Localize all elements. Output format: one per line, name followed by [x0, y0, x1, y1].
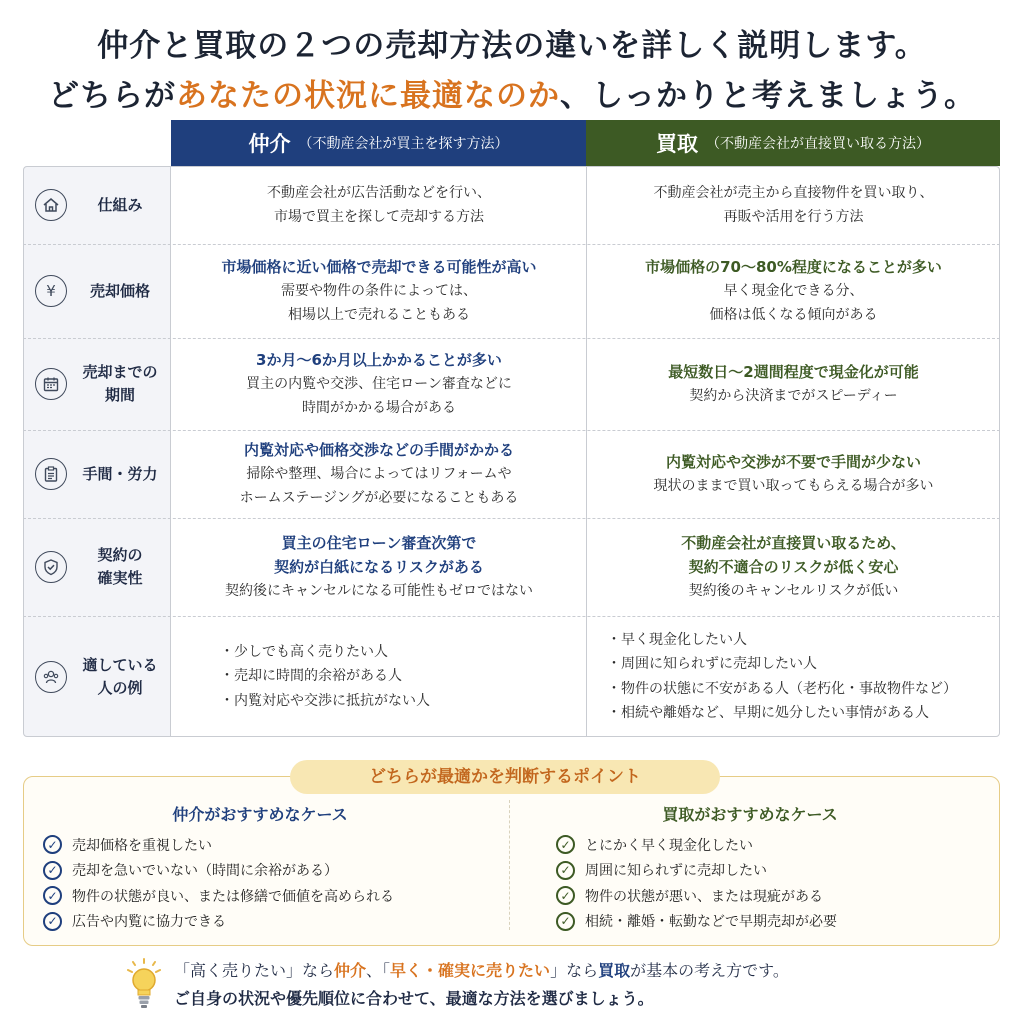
row-label-line: 契約の	[97, 546, 143, 564]
calendar-icon	[35, 368, 67, 400]
row-label-text	[75, 361, 165, 407]
checklist-item	[556, 832, 837, 858]
lightbulb-icon	[124, 958, 164, 1010]
check-icon: ✓	[556, 886, 575, 905]
column-sub-chukai: （不動産会社が買主を探す方法）	[298, 136, 509, 152]
list-item: ・相続や離婚など、早期に処分したい事情がある人	[607, 705, 929, 721]
footer-text: 」なら	[550, 961, 599, 980]
row-label-shikumi	[23, 166, 171, 244]
checklist-text: 相続・離婚・転勤などで早期売却が必要	[585, 914, 837, 931]
headline-line2-a: どちらが	[48, 78, 176, 114]
checklist-item	[43, 832, 394, 858]
checklist-text: 売却を急いでいない（時間に余裕がある）	[72, 863, 338, 880]
cell-highlight: 最短数日〜2週間程度で現金化が可能	[668, 363, 919, 381]
footer-text: 、「	[366, 961, 391, 980]
check-icon: ✓	[43, 886, 62, 905]
cell-text: 掃除や整理、場合によってはリフォームや	[246, 466, 512, 482]
cell-highlight: 買主の住宅ローン審査次第で	[281, 534, 477, 552]
cell-highlight: 内覧対応や価格交渉などの手間がかかる	[243, 441, 514, 459]
cell-kaitori-effort	[587, 430, 1000, 518]
cell-text: 現状のままで買い取ってもらえる場合が多い	[653, 478, 934, 494]
points-divider	[509, 800, 510, 930]
yen-icon: ¥	[35, 275, 67, 307]
headline-line2	[0, 70, 1024, 115]
row-label-text	[75, 654, 165, 700]
cell-text: 買主の内覧や交渉、住宅ローン審査などに	[246, 376, 512, 392]
row-label-text: 仕組み	[97, 195, 143, 214]
cell-text: 契約後のキャンセルリスクが低い	[688, 583, 899, 599]
row-label-text: 売却価格	[89, 281, 150, 300]
cell-chukai-period	[172, 338, 586, 430]
cell-text: 価格は低くなる傾向がある	[709, 307, 878, 323]
footer-line2: ご自身の状況や優先順位に合わせて、最適な方法を選びましょう。	[174, 989, 654, 1008]
column-title-chukai: 仲介	[248, 132, 291, 156]
headline-line2-highlight: あなたの状況に最適なのか	[176, 78, 560, 114]
row-label-line: 確実性	[97, 569, 143, 587]
list-item: ・少しでも高く売りたい人	[220, 643, 388, 660]
cell-highlight: 不動産会社が直接買い取るため、	[681, 534, 906, 552]
row-label-text: 手間・労力	[82, 464, 158, 483]
cell-kaitori-suitable	[587, 616, 1000, 737]
cell-chukai-price	[172, 244, 586, 338]
footer-text: が基本の考え方です。	[630, 961, 789, 980]
cell-text: 早く現金化できる分、	[723, 283, 864, 299]
cell-text: 相場以上で売れることもある	[288, 307, 470, 323]
list-item: ・周囲に知られずに売却したい人	[607, 656, 817, 672]
row-label-line: 適している	[82, 655, 158, 674]
row-label-line: 売却までの	[82, 363, 158, 381]
row-label-text	[75, 544, 165, 590]
cell-chukai-suitable	[172, 616, 586, 737]
row-label-effort	[23, 430, 171, 518]
checklist-item	[556, 909, 837, 935]
checklist-text: 物件の状態が悪い、または現疵がある	[585, 888, 823, 905]
column-header-chukai	[171, 120, 586, 166]
headline-line2-c: 、しっかりと考えましょう。	[560, 78, 976, 114]
cell-text: 再販や活用を行う方法	[723, 209, 864, 225]
kaitori-checklist	[556, 832, 837, 934]
checklist-text: 売却価格を重視したい	[72, 837, 212, 854]
check-icon: ✓	[43, 912, 62, 931]
footer-kaitori: 買取	[598, 961, 631, 980]
cell-text: 不動産会社が売主から直接物件を買い取り、	[653, 185, 934, 201]
checklist-item	[556, 883, 837, 909]
decision-points-title: どちらが最適かを判断するポイント	[290, 760, 720, 794]
footer-line1	[174, 958, 789, 981]
row-label-price	[23, 244, 171, 338]
cell-text: 市場で買主を探して売却する方法	[274, 209, 484, 225]
check-icon: ✓	[43, 835, 62, 854]
cell-highlight: 市場価格の70〜80%程度になることが多い	[645, 258, 942, 276]
cell-highlight: 市場価格に近い価格で売却できる可能性が高い	[221, 258, 537, 276]
checklist-text: 周囲に知られずに売却したい	[585, 863, 767, 880]
suitable-list	[607, 628, 957, 726]
row-label-suitable	[23, 616, 171, 737]
checklist-item	[43, 883, 394, 909]
cell-chukai-shikumi	[172, 166, 586, 244]
list-item: ・早く現金化したい人	[607, 631, 747, 648]
cell-kaitori-period	[587, 338, 1000, 430]
kaitori-case-heading: 買取がおすすめなケース	[662, 805, 838, 824]
cell-text: 時間がかかる場合がある	[302, 400, 456, 416]
check-icon: ✓	[556, 861, 575, 880]
cell-text: 契約から決済までがスピーディー	[689, 388, 898, 404]
list-item: ・売却に時間的余裕がある人	[220, 668, 402, 685]
cell-kaitori-price	[587, 244, 1000, 338]
row-label-line: 期間	[104, 386, 135, 404]
suitable-list	[220, 640, 430, 714]
house-icon	[35, 189, 67, 221]
footer-highlight: 早く・確実に売りたい	[390, 961, 551, 980]
cell-highlight: 契約不適合のリスクが低く安心	[688, 558, 899, 576]
cell-text: 需要や物件の条件によっては、	[281, 283, 477, 299]
cell-kaitori-certainty	[587, 518, 1000, 616]
cell-text: ホームステージングが必要になることもある	[239, 490, 519, 506]
people-icon	[35, 661, 67, 693]
cell-highlight: 契約が白紙になるリスクがある	[274, 558, 484, 576]
clipboard-icon	[35, 458, 67, 490]
shield-check-icon	[35, 551, 67, 583]
check-icon: ✓	[43, 861, 62, 880]
list-item: ・物件の状態に不安がある人（老朽化・事故物件など）	[607, 680, 957, 697]
chukai-checklist	[43, 832, 394, 934]
cell-text: 不動産会社が広告活動などを行い、	[267, 185, 491, 201]
column-title-kaitori: 買取	[656, 132, 698, 156]
cell-chukai-certainty	[172, 518, 586, 616]
chukai-case-heading: 仲介がおすすめなケース	[172, 805, 348, 824]
check-icon: ✓	[556, 835, 575, 854]
checklist-item	[556, 858, 837, 884]
checklist-text: とにかく早く現金化したい	[585, 837, 753, 854]
row-label-line: 人の例	[97, 678, 143, 697]
footer-chukai: 仲介	[334, 961, 367, 980]
list-item: ・内覧対応や交渉に抵抗がない人	[220, 692, 430, 709]
check-icon: ✓	[556, 912, 575, 931]
cell-highlight: 3か月〜6か月以上かかることが多い	[256, 351, 502, 369]
column-sub-kaitori: （不動産会社が直接買い取る方法）	[706, 136, 930, 152]
checklist-item	[43, 858, 394, 884]
cell-highlight: 内覧対応や交渉が不要で手間が少ない	[665, 453, 921, 471]
headline-line1: 仲介と買取の２つの売却方法の違いを詳しく説明します。	[97, 28, 927, 64]
footer-text: 「高く売りたい」なら	[174, 961, 335, 980]
cell-chukai-effort	[172, 430, 586, 518]
column-header-kaitori	[586, 120, 1000, 166]
checklist-text: 物件の状態が良い、または修繕で価値を高められる	[72, 888, 394, 905]
cell-kaitori-shikumi	[587, 166, 1000, 244]
checklist-item	[43, 909, 394, 935]
checklist-text: 広告や内覧に協力できる	[72, 914, 226, 931]
row-label-period	[23, 338, 171, 430]
row-label-certainty	[23, 518, 171, 616]
cell-text: 契約後にキャンセルになる可能性もゼロではない	[225, 583, 533, 599]
